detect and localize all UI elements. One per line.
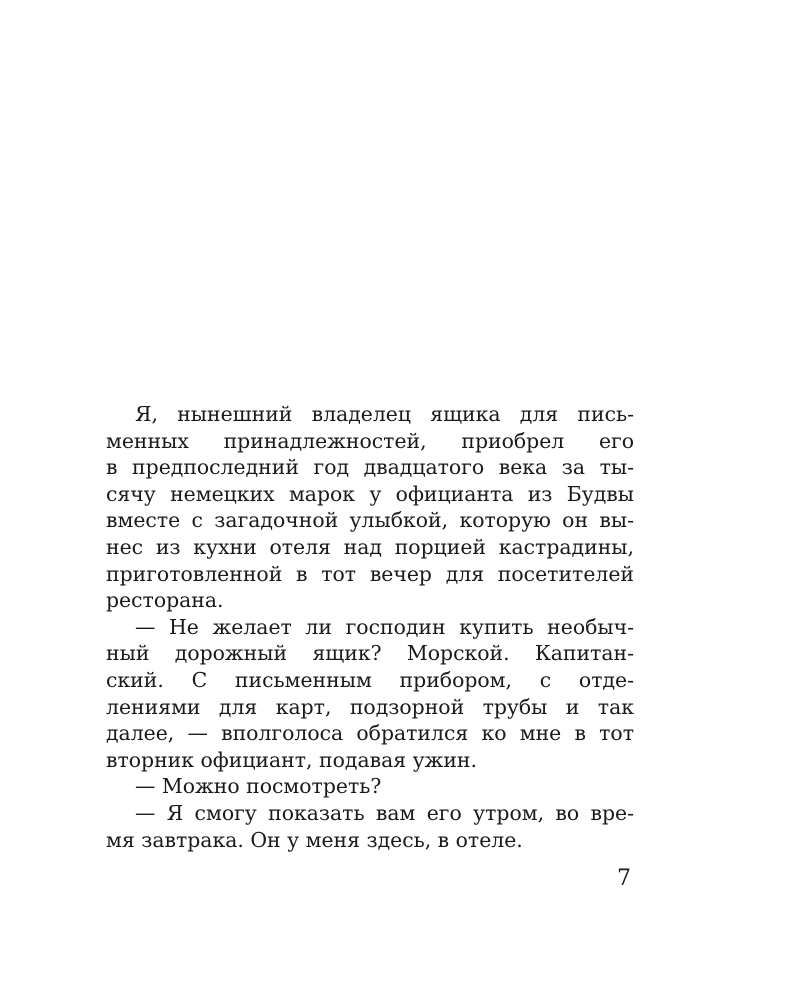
page-number: 7 bbox=[617, 866, 631, 891]
text-line: мя завтрака. Он у меня здесь, в отеле. bbox=[106, 827, 523, 852]
text-line: — Я смогу показать вам его утром, во вре- bbox=[135, 800, 634, 825]
text-line: — Можно посмотреть? bbox=[135, 774, 382, 799]
paragraph bbox=[106, 401, 634, 614]
paragraph bbox=[106, 614, 634, 774]
text-line: ский. С письменным прибором, с отде- bbox=[106, 667, 634, 692]
body-text bbox=[106, 401, 634, 853]
text-line: нес из кухни отеля над порцией кастрадины, bbox=[106, 534, 634, 559]
text-line: приготовленной в тот вечер для посетителей bbox=[106, 561, 634, 586]
text-line: вторник официант, подавая ужин. bbox=[106, 747, 477, 772]
text-line: менных принадлежностей, приобрел его bbox=[106, 428, 634, 453]
text-line: ресторана. bbox=[106, 588, 224, 613]
paragraph bbox=[106, 800, 634, 853]
text-line: лениями для карт, подзорной трубы и так bbox=[106, 694, 634, 719]
text-line: — Не желает ли господин купить необыч- bbox=[135, 614, 634, 639]
text-line: далее, — вполголоса обратился ко мне в тот bbox=[106, 721, 634, 746]
text-line: вместе с загадочной улыбкой, которую он вы- bbox=[106, 508, 634, 533]
paragraph bbox=[106, 773, 634, 800]
text-line: Я, нынешний владелец ящика для пись- bbox=[135, 402, 634, 426]
text-line: сячу немецких марок у официанта из Будвы bbox=[106, 481, 634, 506]
text-line: в предпоследний год двадцатого века за ты- bbox=[106, 455, 634, 480]
text-line: ный дорожный ящик? Морской. Капитан- bbox=[106, 641, 634, 666]
